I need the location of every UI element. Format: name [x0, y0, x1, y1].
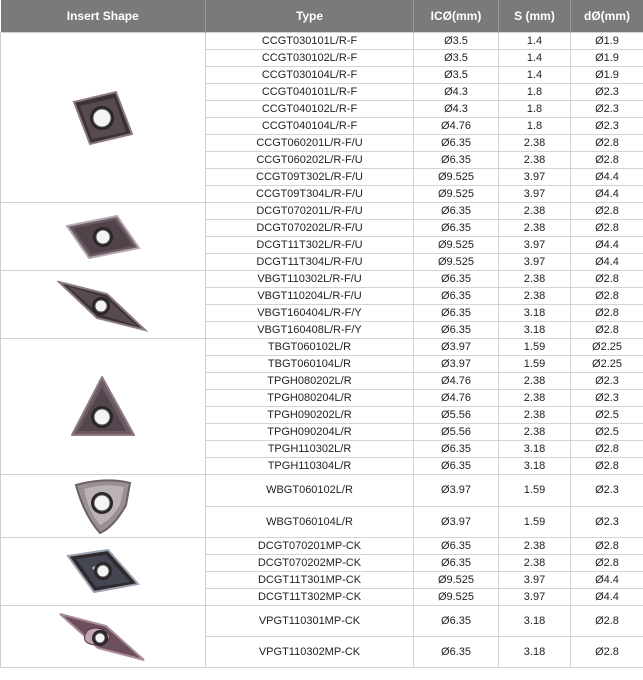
- type-cell: DCGT070201MP-CK: [206, 538, 414, 555]
- hole-diameter-cell: Ø1.9: [571, 67, 643, 84]
- ic-diameter-cell: Ø6.35: [414, 538, 499, 555]
- ic-diameter-cell: Ø5.56: [414, 424, 499, 441]
- thickness-cell: 1.59: [499, 506, 571, 538]
- ic-diameter-cell: Ø6.35: [414, 606, 499, 637]
- thickness-cell: 3.18: [499, 458, 571, 475]
- thickness-cell: 2.38: [499, 271, 571, 288]
- header-insert-shape: Insert Shape: [1, 0, 206, 33]
- table-row: [1, 339, 643, 356]
- type-cell: TPGH090204L/R: [206, 424, 414, 441]
- hole-diameter-cell: Ø4.4: [571, 169, 643, 186]
- insert-shape-cell: [1, 339, 206, 475]
- ic-diameter-cell: Ø5.56: [414, 407, 499, 424]
- hole-diameter-cell: Ø2.8: [571, 538, 643, 555]
- ccgt-rhombic-80-insert-icon: [1, 33, 205, 202]
- ic-diameter-cell: Ø3.97: [414, 356, 499, 373]
- type-cell: DCGT11T302L/R-F/U: [206, 237, 414, 254]
- ic-diameter-cell: Ø3.5: [414, 50, 499, 67]
- ic-diameter-cell: Ø3.97: [414, 475, 499, 507]
- insert-shape-cell: [1, 33, 206, 203]
- thickness-cell: 2.38: [499, 373, 571, 390]
- thickness-cell: 2.38: [499, 538, 571, 555]
- thickness-cell: 3.18: [499, 606, 571, 637]
- type-cell: CCGT030102L/R-F: [206, 50, 414, 67]
- thickness-cell: 2.38: [499, 424, 571, 441]
- hole-diameter-cell: Ø2.5: [571, 407, 643, 424]
- ic-diameter-cell: Ø9.525: [414, 572, 499, 589]
- hole-diameter-cell: Ø2.3: [571, 101, 643, 118]
- header-row: [1, 0, 643, 33]
- thickness-cell: 2.38: [499, 220, 571, 237]
- thickness-cell: 1.59: [499, 339, 571, 356]
- ic-diameter-cell: Ø6.35: [414, 637, 499, 668]
- ic-diameter-cell: Ø4.76: [414, 118, 499, 135]
- hole-diameter-cell: Ø2.8: [571, 637, 643, 668]
- ic-diameter-cell: Ø6.35: [414, 322, 499, 339]
- hole-diameter-cell: Ø2.8: [571, 288, 643, 305]
- hole-diameter-cell: Ø4.4: [571, 237, 643, 254]
- hole-diameter-cell: Ø2.8: [571, 203, 643, 220]
- thickness-cell: 1.59: [499, 356, 571, 373]
- hole-diameter-cell: Ø2.8: [571, 441, 643, 458]
- type-cell: CCGT060202L/R-F/U: [206, 152, 414, 169]
- hole-diameter-cell: Ø2.8: [571, 606, 643, 637]
- ic-diameter-cell: Ø4.76: [414, 390, 499, 407]
- insert-shape-cell: [1, 606, 206, 668]
- type-cell: VPGT110301MP-CK: [206, 606, 414, 637]
- insert-shape-cell: [1, 538, 206, 606]
- type-cell: CCGT030104L/R-F: [206, 67, 414, 84]
- ic-diameter-cell: Ø6.35: [414, 220, 499, 237]
- type-cell: DCGT070202MP-CK: [206, 555, 414, 572]
- type-cell: TBGT060104L/R: [206, 356, 414, 373]
- hole-diameter-cell: Ø2.8: [571, 220, 643, 237]
- hole-diameter-cell: Ø4.4: [571, 589, 643, 606]
- table-row: [1, 606, 643, 637]
- table-row: [1, 271, 643, 288]
- type-cell: VBGT110204L/R-F/U: [206, 288, 414, 305]
- hole-diameter-cell: Ø4.4: [571, 186, 643, 203]
- hole-diameter-cell: Ø2.3: [571, 390, 643, 407]
- hole-diameter-cell: Ø2.8: [571, 555, 643, 572]
- thickness-cell: 1.4: [499, 33, 571, 50]
- insert-shape-cell: [1, 271, 206, 339]
- table-row: [1, 538, 643, 555]
- ic-diameter-cell: Ø6.35: [414, 555, 499, 572]
- type-cell: CCGT040104L/R-F: [206, 118, 414, 135]
- insert-shape-cell: [1, 475, 206, 538]
- hole-diameter-cell: Ø2.8: [571, 271, 643, 288]
- hole-diameter-cell: Ø2.8: [571, 135, 643, 152]
- thickness-cell: 3.18: [499, 441, 571, 458]
- thickness-cell: 3.97: [499, 589, 571, 606]
- ic-diameter-cell: Ø9.525: [414, 169, 499, 186]
- hole-diameter-cell: Ø2.25: [571, 356, 643, 373]
- hole-diameter-cell: Ø1.9: [571, 33, 643, 50]
- ic-diameter-cell: Ø6.35: [414, 135, 499, 152]
- ic-diameter-cell: Ø3.5: [414, 33, 499, 50]
- type-cell: CCGT09T302L/R-F/U: [206, 169, 414, 186]
- table-row: [1, 203, 643, 220]
- type-cell: TPGH080204L/R: [206, 390, 414, 407]
- type-cell: TPGH080202L/R: [206, 373, 414, 390]
- ic-diameter-cell: Ø9.525: [414, 186, 499, 203]
- thickness-cell: 2.38: [499, 555, 571, 572]
- ic-diameter-cell: Ø6.35: [414, 271, 499, 288]
- hole-diameter-cell: Ø2.8: [571, 458, 643, 475]
- type-cell: DCGT11T301MP-CK: [206, 572, 414, 589]
- type-cell: VBGT160404L/R-F/Y: [206, 305, 414, 322]
- type-cell: CCGT030101L/R-F: [206, 33, 414, 50]
- type-cell: DCGT070201L/R-F/U: [206, 203, 414, 220]
- type-cell: VBGT110302L/R-F/U: [206, 271, 414, 288]
- hole-diameter-cell: Ø2.5: [571, 424, 643, 441]
- vpgt-mp-ck-chipbreaker-insert-icon: [1, 606, 205, 667]
- hole-diameter-cell: Ø2.25: [571, 339, 643, 356]
- hole-diameter-cell: Ø2.8: [571, 152, 643, 169]
- thickness-cell: 3.97: [499, 572, 571, 589]
- thickness-cell: 3.97: [499, 254, 571, 271]
- thickness-cell: 1.59: [499, 475, 571, 507]
- ic-diameter-cell: Ø6.35: [414, 152, 499, 169]
- type-cell: TBGT060102L/R: [206, 339, 414, 356]
- ic-diameter-cell: Ø3.97: [414, 506, 499, 538]
- vbgt-rhombic-35-insert-icon: [1, 271, 205, 338]
- hole-diameter-cell: Ø4.4: [571, 254, 643, 271]
- type-cell: CCGT040101L/R-F: [206, 84, 414, 101]
- ic-diameter-cell: Ø3.97: [414, 339, 499, 356]
- table-row: [1, 33, 643, 50]
- header-thickness: S (mm): [499, 0, 571, 33]
- hole-diameter-cell: Ø2.3: [571, 475, 643, 507]
- type-cell: DCGT070202L/R-F/U: [206, 220, 414, 237]
- dcgt-rhombic-55-insert-icon: [1, 203, 205, 270]
- ic-diameter-cell: Ø4.3: [414, 84, 499, 101]
- thickness-cell: 2.38: [499, 407, 571, 424]
- type-cell: WBGT060102L/R: [206, 475, 414, 507]
- ic-diameter-cell: Ø3.5: [414, 67, 499, 84]
- thickness-cell: 2.38: [499, 203, 571, 220]
- ic-diameter-cell: Ø9.525: [414, 254, 499, 271]
- thickness-cell: 1.4: [499, 50, 571, 67]
- thickness-cell: 3.18: [499, 305, 571, 322]
- thickness-cell: 1.8: [499, 101, 571, 118]
- type-cell: CCGT040102L/R-F: [206, 101, 414, 118]
- type-cell: TPGH110304L/R: [206, 458, 414, 475]
- thickness-cell: 3.18: [499, 637, 571, 668]
- thickness-cell: 2.38: [499, 135, 571, 152]
- type-cell: VPGT110302MP-CK: [206, 637, 414, 668]
- header-hole-diameter: dØ(mm): [571, 0, 643, 33]
- thickness-cell: 1.8: [499, 118, 571, 135]
- insert-shape-cell: [1, 203, 206, 271]
- thickness-cell: 3.97: [499, 237, 571, 254]
- header-ic-diameter: ICØ(mm): [414, 0, 499, 33]
- ic-diameter-cell: Ø4.76: [414, 373, 499, 390]
- ic-diameter-cell: Ø6.35: [414, 203, 499, 220]
- type-cell: TPGH110302L/R: [206, 441, 414, 458]
- ic-diameter-cell: Ø6.35: [414, 288, 499, 305]
- header-type: Type: [206, 0, 414, 33]
- type-cell: WBGT060104L/R: [206, 506, 414, 538]
- type-cell: DCGT11T302MP-CK: [206, 589, 414, 606]
- thickness-cell: 2.38: [499, 288, 571, 305]
- type-cell: TPGH090202L/R: [206, 407, 414, 424]
- hole-diameter-cell: Ø2.3: [571, 373, 643, 390]
- hole-diameter-cell: Ø2.8: [571, 305, 643, 322]
- hole-diameter-cell: Ø2.3: [571, 506, 643, 538]
- hole-diameter-cell: Ø1.9: [571, 50, 643, 67]
- dcgt-mp-ck-chipbreaker-insert-icon: [1, 538, 205, 605]
- thickness-cell: 2.38: [499, 152, 571, 169]
- thickness-cell: 3.97: [499, 186, 571, 203]
- type-cell: CCGT09T304L/R-F/U: [206, 186, 414, 203]
- type-cell: VBGT160408L/R-F/Y: [206, 322, 414, 339]
- type-cell: CCGT060201L/R-F/U: [206, 135, 414, 152]
- hole-diameter-cell: Ø2.3: [571, 118, 643, 135]
- ic-diameter-cell: Ø9.525: [414, 589, 499, 606]
- thickness-cell: 1.8: [499, 84, 571, 101]
- tbgt-triangular-insert-icon: [1, 339, 205, 474]
- ic-diameter-cell: Ø6.35: [414, 458, 499, 475]
- thickness-cell: 3.18: [499, 322, 571, 339]
- hole-diameter-cell: Ø2.8: [571, 322, 643, 339]
- ic-diameter-cell: Ø9.525: [414, 237, 499, 254]
- wbgt-trigon-insert-icon: [1, 475, 205, 537]
- type-cell: DCGT11T304L/R-F/U: [206, 254, 414, 271]
- hole-diameter-cell: Ø2.3: [571, 84, 643, 101]
- ic-diameter-cell: Ø6.35: [414, 441, 499, 458]
- ic-diameter-cell: Ø6.35: [414, 305, 499, 322]
- thickness-cell: 1.4: [499, 67, 571, 84]
- thickness-cell: 3.97: [499, 169, 571, 186]
- hole-diameter-cell: Ø4.4: [571, 572, 643, 589]
- table-row: [1, 475, 643, 507]
- thickness-cell: 2.38: [499, 390, 571, 407]
- ic-diameter-cell: Ø4.3: [414, 101, 499, 118]
